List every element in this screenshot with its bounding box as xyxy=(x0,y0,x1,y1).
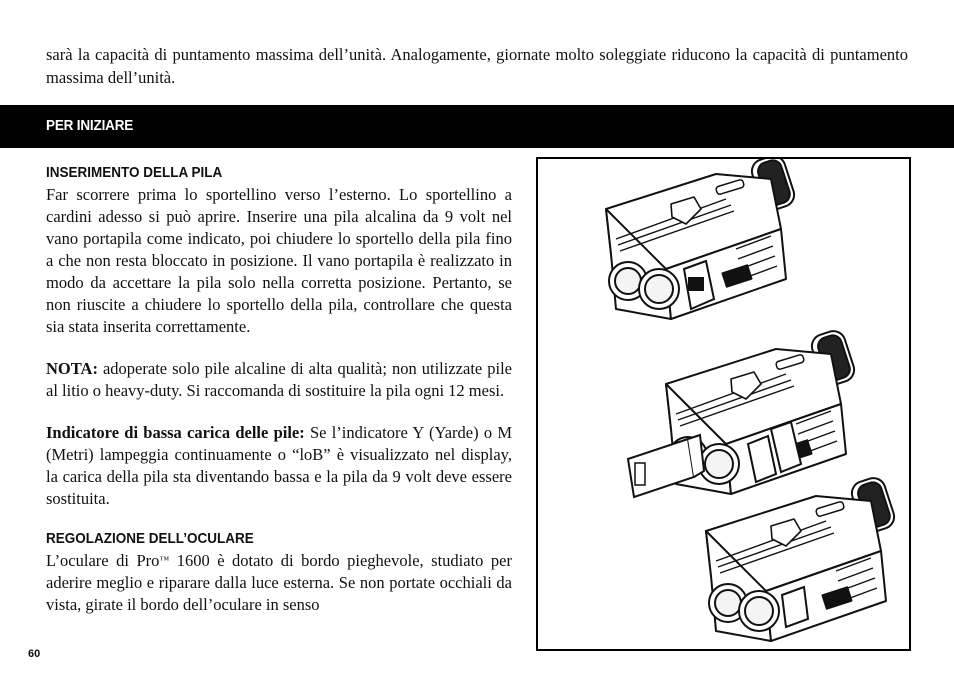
note-text: adoperate solo pile alcaline di alta qualità; non utilizzate pile al litio o heavy-duty. Si raccomanda di sostituire la pila ogni 12 mesi. xyxy=(46,359,512,400)
banner-title: PER INIZIARE xyxy=(46,117,134,134)
intro-paragraph: sarà la capacità di puntamento massima dell’unità. Analogamente, giornate molto soleggiate riducono la capacità di puntamento massima dell’unità. xyxy=(46,45,908,87)
low-battery-label: Indicatore di bassa carica delle pile: xyxy=(46,423,305,442)
heading-battery-insertion: INSERIMENTO DELLA PILA xyxy=(46,164,223,181)
page-number: 60 xyxy=(28,648,41,660)
trademark-symbol: ™ xyxy=(159,555,170,566)
section-banner xyxy=(0,105,954,148)
note-paragraph xyxy=(46,358,512,402)
heading-eyepiece: REGOLAZIONE DELL’OCULARE xyxy=(46,530,254,547)
rangefinder-illustrations xyxy=(538,159,909,649)
low-battery-text: Se l’indicatore Y (Yarde) o M (Metri) lampeggia continuamente o “loB” è visualizzato nel display, la carica della pila sta diventando bassa e la pila da 9 volt deve essere sostituita. xyxy=(46,423,512,508)
rangefinder-illustration-figure xyxy=(536,157,911,651)
battery-paragraph: Far scorrere prima lo sportellino verso l’esterno. Lo sportellino a cardini adesso si può aprire. Inserire una pila alcalina da 9 volt nel vano portapila come indicato, poi chiudere lo sportello della pila fino a che non resta bloccato in posizione. Il vano portapila è realizzato in modo da accettare la pila solo nella corretta posizione. Pertanto, se non riuscite a chiudere lo sportello della pila, controllare che questa sia stata inserita correttamente. xyxy=(46,185,512,336)
low-battery-paragraph xyxy=(46,422,512,510)
rangefinder-door-closed-illustration xyxy=(706,475,897,641)
rangefinder-door-open-illustration xyxy=(606,159,797,319)
eyepiece-paragraph: L’oculare di Pro™ 1600 è dotato di bordo pieghevole, studiato per aderire meglio e riparare dalla luce esterna. Se non portate occhiali da vista, girate il bordo dell’oculare in senso xyxy=(46,551,512,614)
note-label: NOTA: xyxy=(46,359,98,378)
text-column xyxy=(46,162,512,616)
